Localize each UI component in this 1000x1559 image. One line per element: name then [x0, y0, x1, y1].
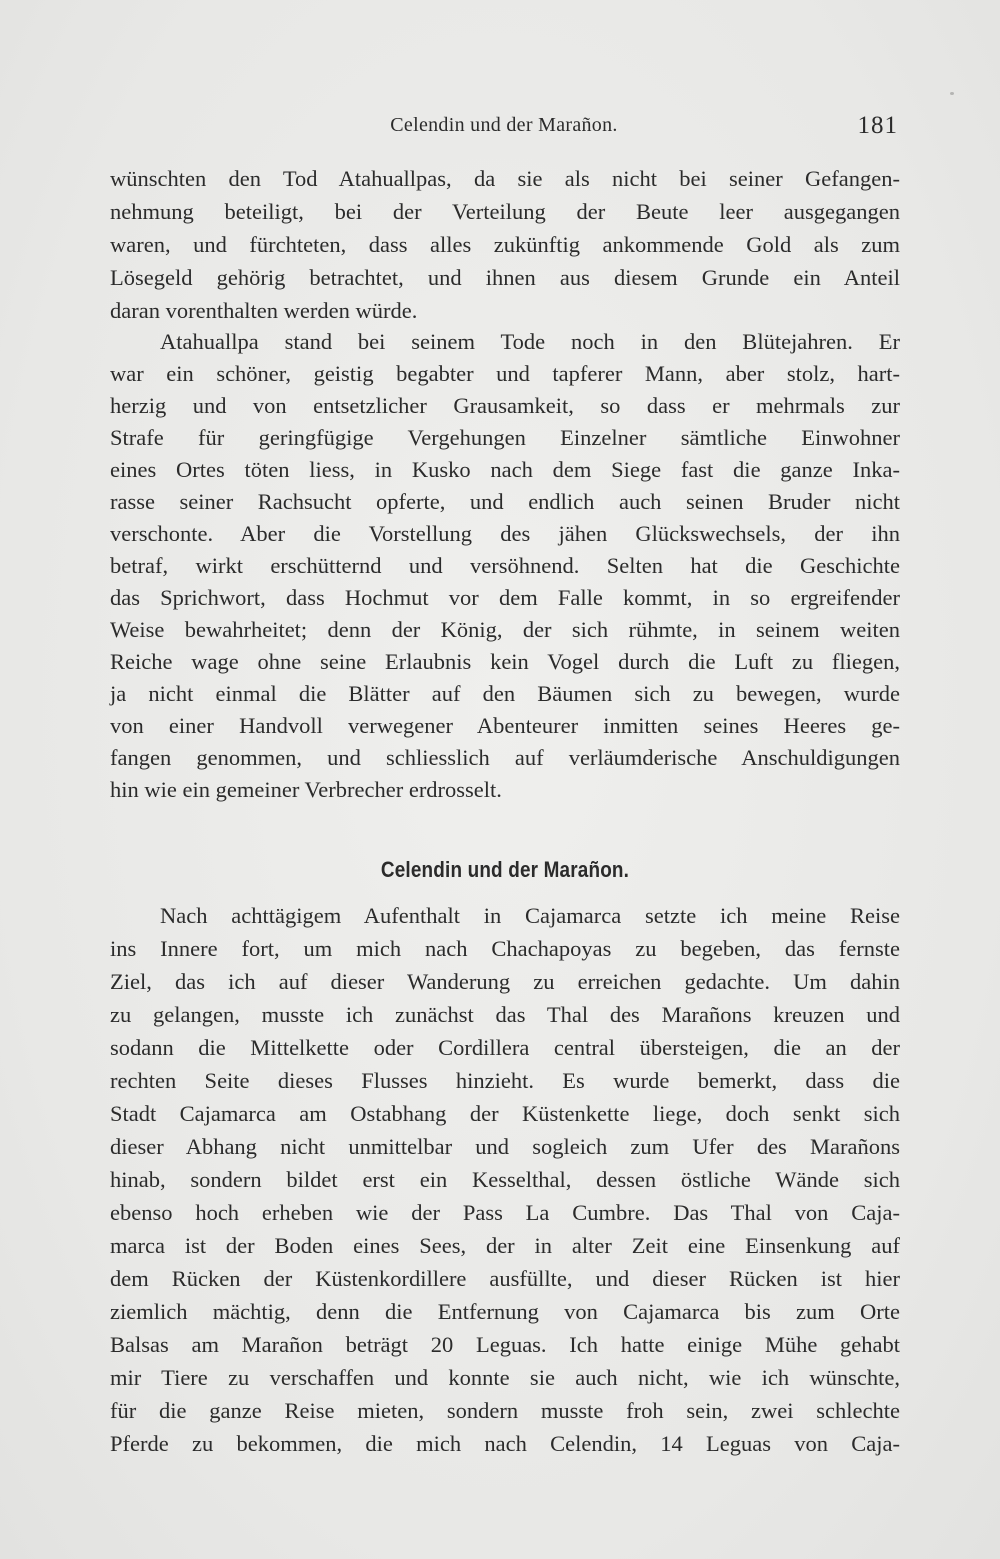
text-line: fangen genommen, und schliesslich auf verläumderische Anschuldigungen [110, 745, 900, 770]
text-line: zu gelangen, musste ich zunächst das Thal des Marañons kreuzen und [110, 1002, 900, 1027]
text-line: ja nicht einmal die Blätter auf den Bäumen sich zu bewegen, wurde [110, 681, 900, 706]
text-line: Stadt Cajamarca am Ostabhang der Küstenkette liege, doch senkt sich [110, 1101, 900, 1126]
paper-speck [950, 92, 954, 95]
text-line: hinab, sondern bildet erst ein Kesselthal, dessen östliche Wände sich [110, 1167, 900, 1192]
running-head [108, 112, 900, 142]
text-line: Pferde zu bekommen, die mich nach Celendin, 14 Leguas von Caja- [110, 1431, 900, 1456]
text-line: Weise bewahrheitet; denn der König, der sich rühmte, in seinem weiten [110, 617, 900, 642]
text-line: ins Innere fort, um mich nach Chachapoyas zu begeben, das fernste [110, 936, 900, 961]
text-line: ziemlich mächtig, denn die Entfernung von Cajamarca bis zum Orte [110, 1299, 900, 1324]
text-line: daran vorenthalten werden würde. [110, 298, 418, 323]
text-line: mir Tiere zu verschaffen und konnte sie auch nicht, wie ich wünschte, [110, 1365, 900, 1390]
text-line: nehmung beteiligt, bei der Verteilung der Beute leer ausgegangen [110, 199, 900, 224]
text-line: Atahuallpa stand bei seinem Tode noch in den Blütejahren. Er [160, 329, 900, 354]
text-line: Ziel, das ich auf dieser Wanderung zu erreichen gedachte. Um dahin [110, 969, 900, 994]
text-line: rechten Seite dieses Flusses hinzieht. Es wurde bemerkt, dass die [110, 1068, 900, 1093]
text-line: waren, und fürchteten, dass alles zukünftig ankommende Gold als zum [110, 232, 900, 257]
text-line: sodann die Mittelkette oder Cordillera central übersteigen, die an der [110, 1035, 900, 1060]
section-heading: Celendin und der Marañon. [380, 857, 630, 882]
text-line: für die ganze Reise mieten, sondern musste froh sein, zwei schlechte [110, 1398, 900, 1423]
text-line: hin wie ein gemeiner Verbrecher erdrosselt. [110, 777, 502, 802]
text-line: von einer Handvoll verwegener Abenteurer inmitten seines Heeres ge- [110, 713, 900, 738]
text-line: ebenso hoch erheben wie der Pass La Cumbre. Das Thal von Caja- [110, 1200, 900, 1225]
text-line: marca ist der Boden eines Sees, der in alter Zeit eine Einsenkung auf [110, 1233, 900, 1258]
text-line: herzig und von entsetzlicher Grausamkeit, so dass er mehrmals zur [110, 393, 900, 418]
text-line: war ein schöner, geistig begabter und tapferer Mann, aber stolz, hart- [110, 361, 900, 386]
text-line: Lösegeld gehörig betrachtet, und ihnen aus diesem Grunde ein Anteil [110, 265, 900, 290]
text-line: rasse seiner Rachsucht opferte, und endlich auch seinen Bruder nicht [110, 489, 900, 514]
text-line: eines Ortes töten liess, in Kusko nach dem Siege fast die ganze Inka- [110, 457, 900, 482]
running-title: Celendin und der Marañon. [390, 114, 618, 136]
text-line: Balsas am Marañon beträgt 20 Leguas. Ich hatte einige Mühe gehabt [110, 1332, 900, 1357]
text-line: wünschten den Tod Atahuallpas, da sie als nicht bei seiner Gefangen- [110, 166, 900, 191]
text-line: das Sprichwort, dass Hochmut vor dem Falle kommt, in so ergreifender [110, 585, 900, 610]
text-line: Reiche wage ohne seine Erlaubnis kein Vogel durch die Luft zu fliegen, [110, 649, 900, 674]
text-line: dem Rücken der Küstenkordillere ausfüllte, und dieser Rücken ist hier [110, 1266, 900, 1291]
text-line: verschonte. Aber die Vorstellung des jähen Glückswechsels, der ihn [110, 521, 900, 546]
text-line: dieser Abhang nicht unmittelbar und sogleich zum Ufer des Marañons [110, 1134, 900, 1159]
text-line: betraf, wirkt erschütternd und versöhnend. Selten hat die Geschichte [110, 553, 900, 578]
page-number: 181 [857, 112, 898, 139]
text-line: Nach achttägigem Aufenthalt in Cajamarca setzte ich meine Reise [160, 903, 900, 928]
text-line: Strafe für geringfügige Vergehungen Einzelner sämtliche Einwohner [110, 425, 900, 450]
